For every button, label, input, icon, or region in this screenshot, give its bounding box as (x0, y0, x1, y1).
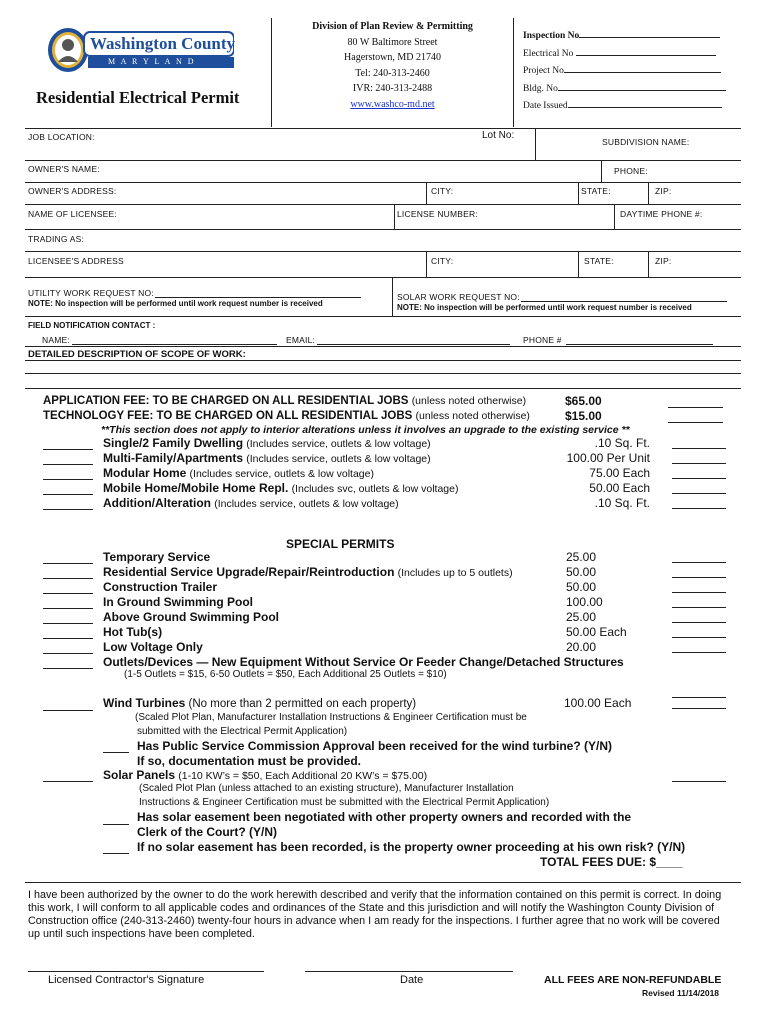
date-line[interactable] (305, 971, 513, 972)
wind-turbines-rate: 100.00 Each (564, 696, 632, 710)
fee-item-name: Mobile Home/Mobile Home Repl. (103, 481, 289, 495)
office-use-block (523, 28, 726, 116)
technology-fee-row (43, 410, 530, 422)
special-item-row (103, 610, 279, 624)
license-number-label: LICENSE NUMBER: (397, 209, 478, 219)
wind-question-1: Has Public Service Commission Approval been received for the wind turbine? (Y/N) (137, 739, 612, 753)
wind-turbines-row (103, 696, 416, 710)
scope-line-2[interactable] (25, 388, 741, 389)
scope-line-1[interactable] (25, 373, 741, 374)
special-item-row (103, 550, 210, 564)
contact-email-field[interactable] (317, 344, 510, 345)
special-item-quantity-blank[interactable] (43, 623, 93, 624)
solar-note-1: (Scaled Plot Plan (unless attached to an existing structure), Manufacturer Installation (139, 783, 514, 794)
office-website-link[interactable]: www.washco-md.net (350, 98, 435, 110)
signature-line[interactable] (28, 971, 264, 972)
licensee-address-label: LICENSEE'S ADDRESS (28, 256, 124, 266)
fee-item-name: Modular Home (103, 466, 187, 480)
fee-item-quantity-blank[interactable] (43, 449, 93, 450)
special-item-amount-blank[interactable] (672, 637, 726, 638)
special-item-rate: 50.00 Each (566, 625, 627, 639)
solar-panels-desc: (1-10 KW’s = $50, Each Additional 20 KW’s = $75.00) (178, 770, 428, 782)
fee-item-desc: (Includes service, outlets & low voltage) (246, 438, 431, 450)
project-no-field[interactable] (564, 72, 721, 73)
field-contact-label: FIELD NOTIFICATION CONTACT : (28, 321, 156, 330)
technology-fee-blank[interactable] (668, 422, 723, 423)
solar-request-field[interactable] (521, 301, 727, 302)
solar-question-1a: Has solar easement been negotiated with other property owners and recorded with the (137, 810, 632, 824)
lot-no-label: Lot No: (482, 130, 515, 141)
special-item-row (103, 655, 624, 669)
special-item-name: Construction Trailer (103, 580, 218, 594)
special-item-name: Residential Service Upgrade/Repair/Reintroduction (103, 565, 395, 579)
interior-note: **This section does not apply to interior alterations unless it involves an upgrade to the existing service ** (101, 424, 630, 436)
wind-question-2: If so, documentation must be provided. (137, 754, 362, 768)
fee-item-amount-blank[interactable] (672, 508, 726, 509)
office-city: Hagerstown, MD 21740 (344, 52, 441, 63)
contact-email-label: EMAIL: (286, 335, 316, 345)
wind-turbines-desc: (No more than 2 permitted on each property) (188, 698, 417, 710)
solar-panels-row (103, 768, 427, 782)
licensee-state-label: STATE: (584, 256, 614, 266)
project-no-label: Project No (523, 66, 564, 76)
special-item-quantity-blank[interactable] (43, 563, 93, 564)
wind-turbines-label: Wind Turbines (103, 696, 186, 710)
bldg-no-field[interactable] (558, 90, 726, 91)
signature-label: Licensed Contractor's Signature (48, 974, 205, 986)
fee-item-name: Addition/Alteration (103, 496, 211, 510)
special-item-row (103, 565, 513, 579)
date-issued-field[interactable] (568, 107, 722, 108)
special-item-amount-blank[interactable] (672, 562, 726, 563)
trading-as-label: TRADING AS: (28, 234, 85, 244)
special-item-amount-blank[interactable] (672, 652, 726, 653)
solar-panels-blank[interactable] (43, 781, 93, 782)
logo-state-name: M A R Y L A N D (108, 57, 196, 66)
special-item-quantity-blank[interactable] (43, 578, 93, 579)
application-fee-note: (unless noted otherwise) (411, 395, 527, 407)
owner-name-label: OWNER'S NAME: (28, 164, 100, 174)
special-item-rate: 50.00 (566, 580, 597, 594)
special-item-row (103, 625, 162, 639)
inspection-no-label: Inspection No (523, 31, 580, 41)
fee-item-amount-blank[interactable] (672, 448, 726, 449)
wind-fee-blank-a[interactable] (672, 697, 726, 698)
owner-state-label: STATE: (581, 186, 611, 196)
outlets-note: (1-5 Outlets = $15, 6-50 Outlets = $50, Each Additional 25 Outlets = $10) (124, 669, 447, 680)
special-item-amount-blank[interactable] (672, 607, 726, 608)
inspection-no-field[interactable] (579, 37, 720, 38)
fee-item-quantity-blank[interactable] (43, 479, 93, 480)
owner-phone-label: PHONE: (614, 166, 648, 176)
subdivision-label: SUBDIVISION NAME: (602, 137, 690, 147)
wind-turbines-blank[interactable] (43, 710, 93, 711)
licensee-name-label: NAME OF LICENSEE: (28, 209, 117, 219)
fee-item-amount-blank[interactable] (672, 493, 726, 494)
application-fee-blank[interactable] (668, 407, 723, 408)
fee-item-rate: 75.00 Each (589, 466, 650, 480)
form-title: Residential Electrical Permit (36, 88, 240, 107)
owner-zip-label: ZIP: (655, 186, 672, 196)
contact-phone-label: PHONE # (523, 335, 562, 345)
wind-q1-blank[interactable] (103, 752, 129, 753)
technology-fee-label: TECHNOLOGY FEE: TO BE CHARGED ON ALL RESIDENTIAL JOBS (43, 410, 413, 422)
total-fees-text: TOTAL FEES DUE: $ (540, 855, 657, 869)
solar-q2-blank[interactable] (103, 853, 129, 854)
office-tel: Tel: 240-313-2460 (355, 67, 430, 79)
special-item-row (103, 595, 253, 609)
fee-item-desc: (Includes service, outlets & low voltage) (189, 468, 374, 480)
fee-item-desc: (Includes svc, outlets & low voltage) (291, 483, 459, 495)
fee-item-amount-blank[interactable] (672, 463, 726, 464)
special-item-quantity-blank[interactable] (43, 593, 93, 594)
office-street: 80 W Baltimore Street (347, 36, 438, 48)
fee-item-row (103, 496, 399, 510)
total-fees-value[interactable]: ____ (656, 855, 683, 869)
application-fee-row (43, 395, 526, 407)
fee-item-rate: 100.00 Per Unit (566, 451, 650, 465)
wind-note-1: (Scaled Plot Plan, Manufacturer Installation Instructions & Engineer Certification must be (135, 712, 527, 723)
special-item-rate: 20.00 (566, 640, 597, 654)
contact-name-label: NAME: (42, 335, 70, 345)
revised-date: Revised 11/14/2018 (642, 988, 720, 998)
special-item-desc: (Includes up to 5 outlets) (397, 567, 513, 579)
fee-item-quantity-blank[interactable] (43, 494, 93, 495)
special-item-name: In Ground Swimming Pool (103, 595, 253, 609)
fee-item-amount-blank[interactable] (672, 478, 726, 479)
fee-item-rate: .10 Sq. Ft. (594, 436, 650, 450)
solar-request-label: SOLAR WORK REQUEST NO: (397, 292, 520, 302)
special-item-name: Hot Tub(s) (103, 625, 163, 639)
scope-label: DETAILED DESCRIPTION OF SCOPE OF WORK: (28, 349, 246, 360)
special-item-amount-blank[interactable] (672, 577, 726, 578)
application-fee-label: APPLICATION FEE: TO BE CHARGED ON ALL RESIDENTIAL JOBS (43, 395, 409, 407)
owner-city-label: CITY: (431, 186, 454, 196)
solar-question-2: If no solar easement has been recorded, is the property owner proceeding at his own risk? (Y/N) (137, 840, 686, 854)
special-item-name: Outlets/Devices — New Equipment Without Service Or Feeder Change/Detached Structures (103, 655, 624, 669)
special-item-amount-blank[interactable] (672, 592, 726, 593)
contact-phone-field[interactable] (566, 344, 713, 345)
licensee-city-label: CITY: (431, 256, 454, 266)
fee-item-row (103, 481, 458, 495)
technology-fee-amount: $15.00 (565, 409, 602, 423)
fee-item-quantity-blank[interactable] (43, 464, 93, 465)
solar-fee-blank[interactable] (672, 781, 726, 782)
fee-item-row (103, 436, 431, 450)
special-item-quantity-blank[interactable] (43, 653, 93, 654)
date-label: Date (400, 974, 424, 986)
fee-item-rate: .10 Sq. Ft. (594, 496, 650, 510)
fee-item-quantity-blank[interactable] (43, 509, 93, 510)
solar-panels-label: Solar Panels (103, 768, 176, 782)
special-item-quantity-blank[interactable] (43, 608, 93, 609)
electrical-no-label: Electrical No (523, 48, 574, 59)
special-item-name: Temporary Service (103, 550, 211, 564)
non-refundable-notice: ALL FEES ARE NON-REFUNDABLE (544, 974, 722, 986)
office-address (272, 19, 513, 112)
contact-name-field[interactable] (72, 344, 277, 345)
bldg-no-label: Bldg. No (523, 83, 558, 94)
fee-item-desc: (Includes service, outlets & low voltage) (246, 453, 431, 465)
application-fee-amount: $65.00 (565, 394, 602, 408)
solar-note: NOTE: No inspection will be performed until work request number is received (397, 303, 692, 312)
special-item-rate: 100.00 (566, 595, 603, 609)
fee-item-name: Multi-Family/Apartments (103, 451, 244, 465)
special-item-row (103, 640, 203, 654)
fee-item-name: Single/2 Family Dwelling (103, 436, 244, 450)
owner-address-label: OWNER'S ADDRESS: (28, 186, 117, 196)
special-item-rate: 25.00 (566, 550, 597, 564)
authorization-statement: I have been authorized by the owner to do the work herewith described and verify that the information contained on this permit is correct. In doing this work, I will conform to all applicable codes and ordinances of the State and this jurisdiction and will notify the Washington County Division of Construction office (240-313-2460) twenty-four hours in advance when I am ready for the inspections. I further agree that no work will be covered up until such inspections have been completed. (28, 889, 722, 940)
special-item-name: Low Voltage Only (103, 640, 203, 654)
utility-request-label: UTILITY WORK REQUEST NO: (28, 288, 154, 298)
special-item-rate: 25.00 (566, 610, 597, 624)
wind-note-2: submitted with the Electrical Permit Application) (137, 726, 348, 737)
logo-county-name: Washington County (90, 34, 236, 53)
fee-item-rate: 50.00 Each (589, 481, 650, 495)
wind-fee-blank-b[interactable] (672, 708, 726, 709)
special-item-quantity-blank[interactable] (43, 668, 93, 669)
job-location-label: JOB LOCATION: (28, 132, 95, 142)
fee-item-desc: (Includes service, outlets & low voltage) (214, 498, 399, 510)
utility-request-field[interactable] (155, 297, 361, 298)
date-issued-label: Date Issued (523, 101, 568, 111)
division-name: Division of Plan Review & Permitting (312, 21, 473, 32)
special-item-row (103, 580, 217, 594)
special-item-quantity-blank[interactable] (43, 638, 93, 639)
total-fees-label (540, 855, 683, 869)
utility-note: NOTE: No inspection will be performed until work request number is received (28, 299, 323, 308)
special-item-name: Above Ground Swimming Pool (103, 610, 280, 624)
electrical-no-field[interactable] (576, 55, 716, 56)
solar-q1-blank[interactable] (103, 824, 129, 825)
technology-fee-note: (unless noted otherwise) (415, 410, 530, 422)
special-item-amount-blank[interactable] (672, 622, 726, 623)
fee-item-row (103, 466, 374, 480)
special-permits-heading: SPECIAL PERMITS (286, 537, 395, 551)
solar-note-2: Instructions & Engineer Certification must be submitted with the Electrical Permit Application) (139, 797, 550, 808)
special-item-rate: 50.00 (566, 565, 597, 579)
daytime-phone-label: DAYTIME PHONE #: (620, 209, 703, 219)
solar-question-1b: Clerk of the Court? (Y/N) (137, 825, 277, 839)
county-logo (46, 26, 234, 74)
fee-item-row (103, 451, 431, 465)
office-ivr: IVR: 240-313-2488 (352, 83, 433, 94)
licensee-zip-label: ZIP: (655, 256, 672, 266)
